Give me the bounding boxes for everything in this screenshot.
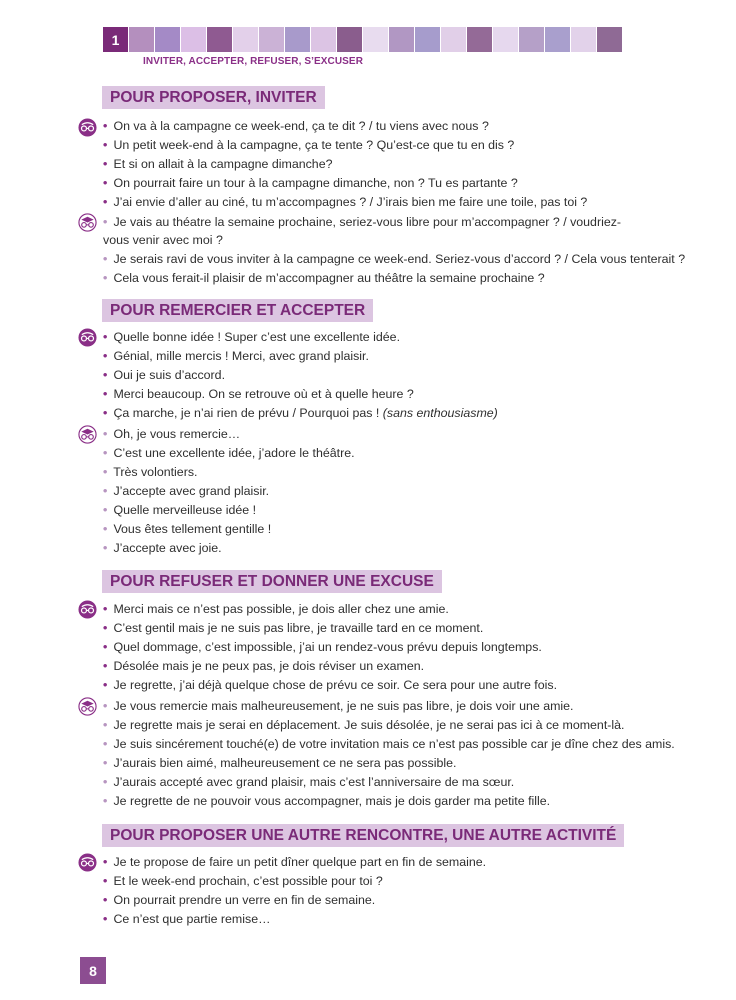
color-square — [597, 27, 622, 52]
list-item: • J’aurais accepté avec grand plaisir, mais c’est l’anniversaire de ma sœur. — [103, 775, 515, 789]
list-item: • C’est gentil mais je ne suis pas libre, je travaille tard en ce moment. — [103, 621, 484, 635]
color-square — [415, 27, 440, 52]
list-item: • On va à la campagne ce week-end, ça te dit ? / tu viens avec nous ? — [103, 119, 489, 133]
page-number: 8 — [80, 957, 106, 984]
color-square — [129, 27, 154, 52]
list-item: • Quelle bonne idée ! Super c’est une excellente idée. — [103, 330, 401, 344]
list-item: • Un petit week-end à la campagne, ça te tente ? Qu’est-ce que tu en dis ? — [103, 138, 515, 152]
list-item: • On pourrait faire un tour à la campagne dimanche, non ? Tu es partante ? — [103, 176, 518, 190]
list-item: • Je te propose de faire un petit dîner quelque part en fin de semaine. — [103, 855, 487, 869]
list-item: • J’accepte avec joie. — [103, 541, 222, 555]
list-item: • Et si on allait à la campagne dimanche? — [103, 157, 333, 171]
list-item: • Je serais ravi de vous inviter à la campagne ce week-end. Seriez-vous d’accord ? / Cela vous tenterait ? — [103, 252, 686, 266]
chapter-color-bar — [103, 27, 622, 52]
familiar-register-icon — [78, 853, 97, 872]
list-item: • On pourrait prendre un verre en fin de semaine. — [103, 893, 376, 907]
list-item: • Ce n’est que partie remise… — [103, 912, 271, 926]
color-square — [181, 27, 206, 52]
list-item: • Quelle merveilleuse idée ! — [103, 503, 257, 517]
list-item: • Merci mais ce n’est pas possible, je dois aller chez une amie. — [103, 602, 449, 616]
color-square — [285, 27, 310, 52]
section-title-autre-rencontre: POUR PROPOSER UNE AUTRE RENCONTRE, UNE AUTRE ACTIVITÉ — [102, 824, 624, 847]
familiar-register-icon — [78, 328, 97, 347]
list-item: • Génial, mille mercis ! Merci, avec grand plaisir. — [103, 349, 369, 363]
color-square — [259, 27, 284, 52]
color-square — [389, 27, 414, 52]
color-square — [311, 27, 336, 52]
color-square — [493, 27, 518, 52]
section-title-refuser: POUR REFUSER ET DONNER UNE EXCUSE — [102, 570, 442, 593]
list-item: • J’aurais bien aimé, malheureusement ce ne sera pas possible. — [103, 756, 457, 770]
color-square — [441, 27, 466, 52]
formal-register-icon — [78, 213, 97, 232]
list-item: • Merci beaucoup. On se retrouve où et à quelle heure ? — [103, 387, 414, 401]
color-square — [571, 27, 596, 52]
chapter-number: 1 — [103, 27, 128, 52]
list-item: • J’accepte avec grand plaisir. — [103, 484, 270, 498]
color-square — [207, 27, 232, 52]
list-item: • Je vais au théatre la semaine prochaine, seriez-vous libre pour m’accompagner ? / voudriez-vous venir avec moi ? — [103, 215, 622, 247]
list-item: • Vous êtes tellement gentille ! — [103, 522, 272, 536]
list-item: • Je regrette, j’ai déjà quelque chose de prévu ce soir. Ce sera pour une autre fois. — [103, 678, 558, 692]
familiar-register-icon — [78, 118, 97, 137]
list-item: • Oui je suis d’accord. — [103, 368, 226, 382]
list-item: • J’ai envie d’aller au ciné, tu m’accompagnes ? / J’irais bien me faire une toile, pas toi ? — [103, 195, 588, 209]
color-square — [545, 27, 570, 52]
list-item: • Oh, je vous remercie… — [103, 427, 241, 441]
list-item: • Je regrette de ne pouvoir vous accompagner, mais je dois garder ma petite fille. — [103, 794, 551, 808]
list-item: • Ça marche, je n’ai rien de prévu / Pourquoi pas ! (sans enthousiasme) — [103, 406, 498, 420]
list-item: • Très volontiers. — [103, 465, 198, 479]
color-square — [519, 27, 544, 52]
list-item: • Quel dommage, c’est impossible, j’ai un rendez-vous prévu depuis longtemps. — [103, 640, 542, 654]
list-item: • C’est une excellente idée, j’adore le théâtre. — [103, 446, 355, 460]
list-item: • Je regrette mais je serai en déplacement. Je suis désolée, je ne serai pas ici à ce moment-là. — [103, 718, 625, 732]
color-square — [337, 27, 362, 52]
list-item: • Je suis sincérement touché(e) de votre invitation mais ce n’est pas possible car je dîne chez des amis. — [103, 737, 675, 751]
section-title-proposer: POUR PROPOSER, INVITER — [102, 86, 325, 109]
color-square — [363, 27, 388, 52]
chapter-title: INVITER, ACCEPTER, REFUSER, S’EXCUSER — [143, 56, 364, 67]
section-title-accepter: POUR REMERCIER ET ACCEPTER — [102, 299, 373, 322]
familiar-register-icon — [78, 600, 97, 619]
color-square — [155, 27, 180, 52]
color-square — [233, 27, 258, 52]
formal-register-icon — [78, 425, 97, 444]
list-item: • Je vous remercie mais malheureusement, je ne suis pas libre, je dois voir une amie. — [103, 699, 574, 713]
color-square — [467, 27, 492, 52]
formal-register-icon — [78, 697, 97, 716]
list-item: • Désolée mais je ne peux pas, je dois réviser un examen. — [103, 659, 425, 673]
list-item: • Et le week-end prochain, c’est possible pour toi ? — [103, 874, 383, 888]
list-item: • Cela vous ferait-il plaisir de m’accompagner au théâtre la semaine prochaine ? — [103, 271, 545, 285]
